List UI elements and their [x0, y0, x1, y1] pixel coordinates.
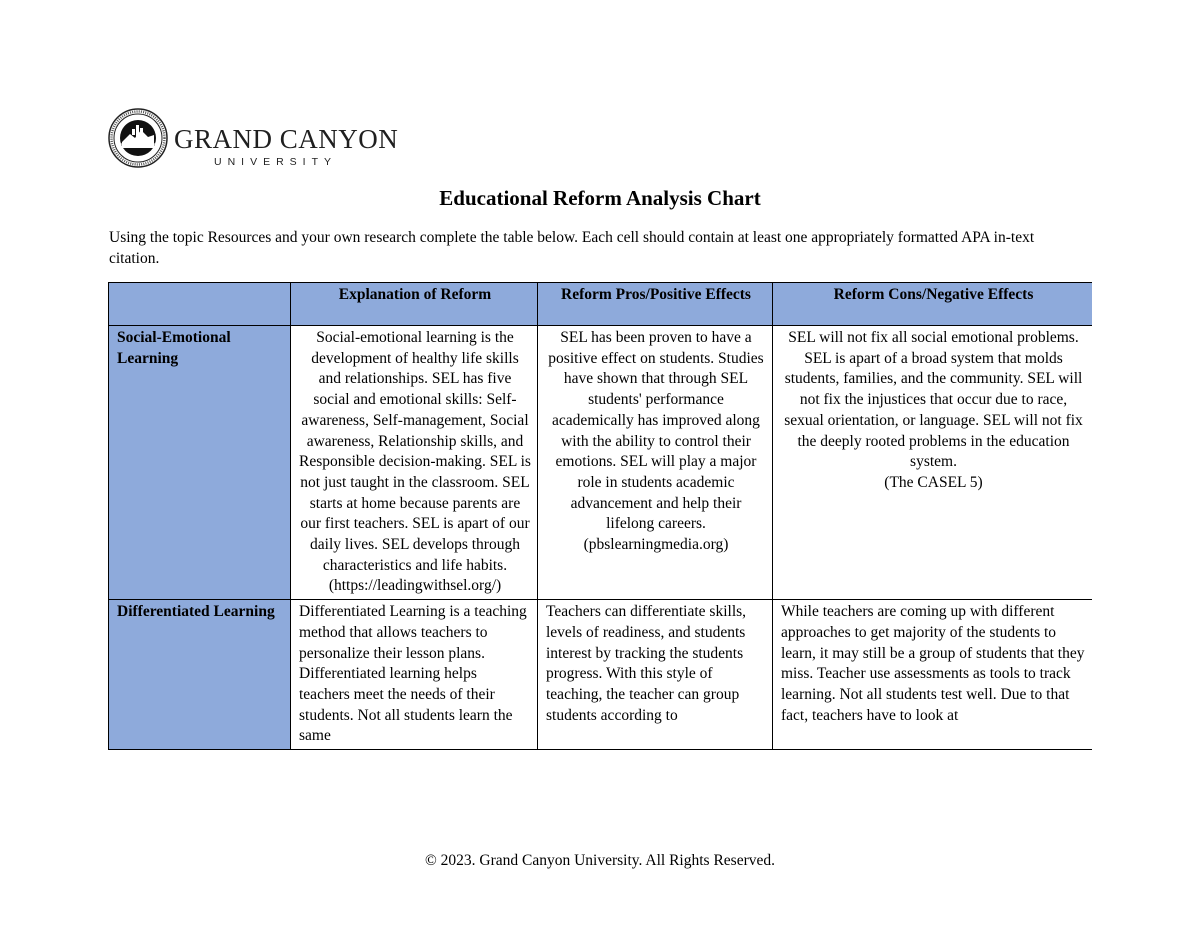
reform-analysis-table-wrapper — [108, 282, 1092, 808]
citation: (https://leadingwithsel.org/) — [328, 577, 502, 595]
cell-pros-sel — [538, 326, 773, 600]
header-cell-cons: Reform Cons/Negative Effects — [773, 283, 1093, 326]
reform-analysis-table — [108, 282, 1092, 750]
cell-text: SEL will not fix all social emotional problems. SEL is apart of a broad system that molds students, families, and the community. SEL will not fix the injustices that occur due to race, sexual orientation, or language. SEL will not fix the deeply rooted problems in the education system. — [784, 329, 1083, 471]
cell-cons-sel — [773, 326, 1093, 600]
header-cell-explanation: Explanation of Reform — [291, 283, 538, 326]
table-header-row — [109, 283, 1093, 326]
table-row — [109, 600, 1093, 750]
header-cell-empty — [109, 283, 291, 326]
page-title: Educational Reform Analysis Chart — [439, 186, 761, 210]
citation: (pbslearningmedia.org) — [583, 536, 729, 554]
logo-name: GRAND CANYON — [174, 124, 399, 154]
instructions-text: Using the topic Resources and your own research complete the table below. Each cell should contain at least one appropriately formatted APA in-text citation. — [109, 229, 1035, 267]
citation: (The CASEL 5) — [884, 473, 983, 491]
cell-cons-differentiated: While teachers are coming up with different approaches to get majority of the students to learn, it may still be a group of students that they miss. Teacher use assessments as tools to track learning. Not all students test well. Due to that fact, teachers have to look at — [773, 600, 1093, 750]
logo-subtitle: UNIVERSITY — [214, 156, 338, 168]
copyright-footer: © 2023. Grand Canyon University. All Rights Reserved. — [424, 852, 775, 869]
row-label-differentiated: Differentiated Learning — [109, 600, 291, 750]
university-logo — [108, 108, 399, 170]
cell-text: SEL has been proven to have a positive effect on students. Studies have shown that through SEL students' performance academically has improved along with the ability to control their emotions. SEL will play a major role in students academic advancement and help their lifelong careers. — [548, 329, 764, 533]
cell-explanation-sel — [291, 326, 538, 600]
header-cell-pros: Reform Pros/Positive Effects — [538, 283, 773, 326]
cell-pros-differentiated: Teachers can differentiate skills, levels of readiness, and students interest by tracking the students progress. With this style of teaching, the teacher can group students according to — [538, 600, 773, 750]
table-row — [109, 326, 1093, 600]
university-seal-icon — [108, 108, 168, 168]
cell-text: Social-emotional learning is the development of healthy life skills and relationships. SEL has five social and emotional skills: Self-awareness, Self-management, Social awareness, Relationship skills, and Responsible decision-making. SEL is not just taught in the classroom. SEL starts at home because parents are our first teachers. SEL is apart of our daily lives. SEL develops through characteristics and life habits. — [299, 329, 531, 574]
row-label-sel: Social-Emotional Learning — [109, 326, 291, 600]
cell-explanation-differentiated: Differentiated Learning is a teaching method that allows teachers to personalize their lesson plans. Differentiated learning helps teachers meet the needs of their students. Not all students learn the same — [291, 600, 538, 750]
